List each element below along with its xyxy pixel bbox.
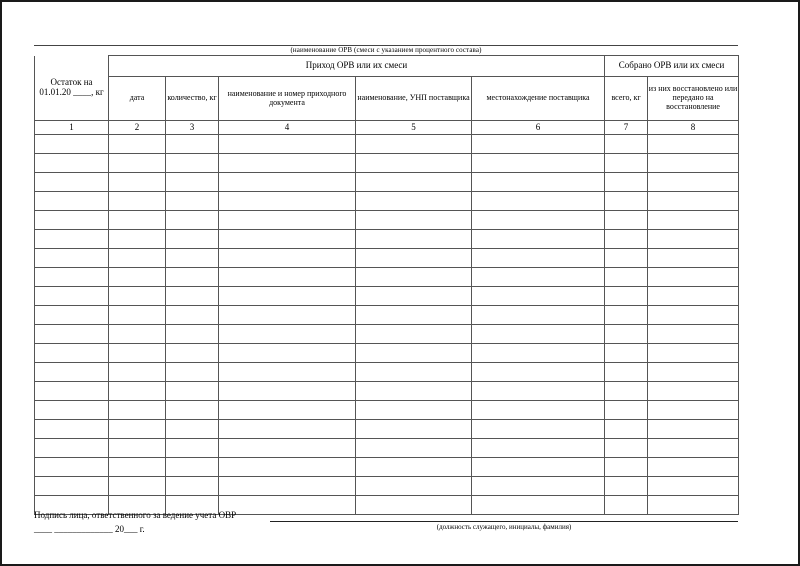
table-cell[interactable] — [356, 135, 472, 154]
table-cell[interactable] — [35, 477, 109, 496]
signature-date[interactable]: ____ _____________ 20___ г. — [34, 524, 145, 534]
table-cell[interactable] — [166, 230, 219, 249]
table-cell[interactable] — [605, 268, 648, 287]
table-cell[interactable] — [648, 268, 739, 287]
table-cell[interactable] — [166, 382, 219, 401]
table-cell[interactable] — [219, 230, 356, 249]
table-cell[interactable] — [356, 382, 472, 401]
table-cell[interactable] — [219, 477, 356, 496]
table-row — [35, 154, 739, 173]
table-cell[interactable] — [356, 306, 472, 325]
table-row — [35, 439, 739, 458]
table-cell[interactable] — [219, 458, 356, 477]
table-cell[interactable] — [648, 249, 739, 268]
table-cell[interactable] — [35, 420, 109, 439]
table-cell[interactable] — [472, 154, 605, 173]
table-cell[interactable] — [648, 363, 739, 382]
table-cell[interactable] — [166, 192, 219, 211]
table-cell[interactable] — [219, 268, 356, 287]
table-cell[interactable] — [472, 135, 605, 154]
table-cell[interactable] — [109, 306, 166, 325]
table-cell[interactable] — [648, 382, 739, 401]
table-cell[interactable] — [35, 306, 109, 325]
table-row — [35, 325, 739, 344]
table-cell[interactable] — [605, 477, 648, 496]
table-cell[interactable] — [605, 439, 648, 458]
table-cell[interactable] — [648, 192, 739, 211]
table-cell[interactable] — [219, 496, 356, 515]
table-cell[interactable] — [109, 439, 166, 458]
table-cell[interactable] — [35, 249, 109, 268]
table-cell[interactable] — [472, 477, 605, 496]
table-cell[interactable] — [166, 249, 219, 268]
table-cell[interactable] — [605, 325, 648, 344]
table-row — [35, 401, 739, 420]
table-cell[interactable] — [356, 211, 472, 230]
table-cell[interactable] — [219, 439, 356, 458]
table-cell[interactable] — [166, 135, 219, 154]
table-cell[interactable] — [356, 268, 472, 287]
table-cell[interactable] — [605, 496, 648, 515]
table-cell[interactable] — [166, 477, 219, 496]
table-cell[interactable] — [356, 192, 472, 211]
table-cell[interactable] — [472, 382, 605, 401]
table-cell[interactable] — [356, 496, 472, 515]
table-cell[interactable] — [356, 439, 472, 458]
table-cell[interactable] — [472, 439, 605, 458]
table-cell[interactable] — [605, 211, 648, 230]
table-cell[interactable] — [219, 173, 356, 192]
table-cell[interactable] — [109, 268, 166, 287]
table-row — [35, 230, 739, 249]
table-cell[interactable] — [109, 249, 166, 268]
table-cell[interactable] — [605, 154, 648, 173]
caption-hint: (наименование ОРВ (смеси с указанием процентного состава) — [290, 46, 482, 54]
table-cell[interactable] — [356, 477, 472, 496]
table-cell[interactable] — [219, 306, 356, 325]
table-cell[interactable] — [109, 458, 166, 477]
table-cell[interactable] — [356, 420, 472, 439]
table-cell[interactable] — [109, 173, 166, 192]
table-cell[interactable] — [648, 211, 739, 230]
table-cell[interactable] — [109, 401, 166, 420]
table-cell[interactable] — [356, 249, 472, 268]
table-cell[interactable] — [109, 135, 166, 154]
table-cell[interactable] — [605, 249, 648, 268]
table-cell[interactable] — [219, 135, 356, 154]
table-cell[interactable] — [472, 230, 605, 249]
table-cell[interactable] — [472, 211, 605, 230]
table-cell[interactable] — [648, 439, 739, 458]
table-cell[interactable] — [166, 344, 219, 363]
signature-hint: (должность служащего, инициалы, фамилия) — [436, 523, 572, 531]
table-row — [35, 363, 739, 382]
table-cell[interactable] — [35, 154, 109, 173]
table-cell[interactable] — [166, 268, 219, 287]
table-cell[interactable] — [35, 401, 109, 420]
table-cell[interactable] — [472, 192, 605, 211]
table-cell[interactable] — [472, 344, 605, 363]
header-naim-doc: наименование и номер приходного документа — [219, 77, 356, 121]
header-naim-unp: наименование, УНП поставщика — [356, 77, 472, 121]
column-number: 5 — [356, 121, 472, 135]
table-cell[interactable] — [35, 268, 109, 287]
table-cell[interactable] — [219, 363, 356, 382]
table-cell[interactable] — [605, 192, 648, 211]
table-cell[interactable] — [472, 249, 605, 268]
column-number: 6 — [472, 121, 605, 135]
table-cell[interactable] — [35, 230, 109, 249]
table-cell[interactable] — [472, 401, 605, 420]
table-cell[interactable] — [166, 439, 219, 458]
table-cell[interactable] — [605, 344, 648, 363]
table-cell[interactable] — [219, 325, 356, 344]
table-cell[interactable] — [605, 363, 648, 382]
table-cell[interactable] — [166, 173, 219, 192]
header-mesto: местонахождение поставщика — [472, 77, 605, 121]
table-row — [35, 249, 739, 268]
table-cell[interactable] — [356, 154, 472, 173]
table-cell[interactable] — [472, 458, 605, 477]
table-cell[interactable] — [166, 458, 219, 477]
column-number: 1 — [35, 121, 109, 135]
table-cell[interactable] — [219, 344, 356, 363]
header-sobrano: Собрано ОРВ или их смеси — [605, 56, 739, 77]
table-row — [35, 420, 739, 439]
table-cell[interactable] — [356, 363, 472, 382]
table-cell[interactable] — [472, 420, 605, 439]
table-cell[interactable] — [605, 420, 648, 439]
table-cell[interactable] — [109, 382, 166, 401]
table-cell[interactable] — [605, 306, 648, 325]
table-cell[interactable] — [109, 363, 166, 382]
header-ostatok: Остаток на 01.01.20 ____, кг — [35, 56, 109, 121]
table-cell[interactable] — [35, 382, 109, 401]
table-row — [35, 382, 739, 401]
table-cell[interactable] — [648, 230, 739, 249]
table-cell[interactable] — [219, 401, 356, 420]
table-cell[interactable] — [166, 363, 219, 382]
table-cell[interactable] — [219, 192, 356, 211]
header-vsego: всего, кг — [605, 77, 648, 121]
table-row — [35, 192, 739, 211]
table-cell[interactable] — [648, 344, 739, 363]
table-row — [35, 306, 739, 325]
column-number: 7 — [605, 121, 648, 135]
table-cell[interactable] — [648, 325, 739, 344]
table-row — [35, 458, 739, 477]
table-cell[interactable] — [35, 192, 109, 211]
table-cell[interactable] — [648, 477, 739, 496]
header-prihod: Приход ОРВ или их смеси — [109, 56, 605, 77]
column-number: 3 — [166, 121, 219, 135]
table-cell[interactable] — [472, 325, 605, 344]
table-cell[interactable] — [219, 154, 356, 173]
table-cell[interactable] — [605, 135, 648, 154]
accounting-table — [34, 55, 739, 515]
table-row — [35, 173, 739, 192]
table-cell[interactable] — [166, 401, 219, 420]
table-cell[interactable] — [35, 211, 109, 230]
table-cell[interactable] — [648, 287, 739, 306]
table-cell[interactable] — [166, 325, 219, 344]
table-cell[interactable] — [356, 401, 472, 420]
table-cell[interactable] — [166, 211, 219, 230]
table-cell[interactable] — [648, 458, 739, 477]
header-iz-nih: из них восстановлено или передано на восстановление — [648, 77, 739, 121]
table-cell[interactable] — [472, 363, 605, 382]
table-cell[interactable] — [35, 173, 109, 192]
table-cell[interactable] — [648, 401, 739, 420]
table-cell[interactable] — [605, 173, 648, 192]
signature-line[interactable] — [270, 521, 738, 522]
table-cell[interactable] — [219, 211, 356, 230]
table-cell[interactable] — [35, 363, 109, 382]
header-kolichestvo: количество, кг — [166, 77, 219, 121]
table-cell[interactable] — [472, 268, 605, 287]
table-cell[interactable] — [605, 230, 648, 249]
table-cell[interactable] — [109, 230, 166, 249]
table-cell[interactable] — [35, 135, 109, 154]
table-cell[interactable] — [109, 420, 166, 439]
table-cell[interactable] — [166, 306, 219, 325]
table-row — [35, 268, 739, 287]
table-cell[interactable] — [648, 420, 739, 439]
table-cell[interactable] — [35, 458, 109, 477]
table-cell[interactable] — [605, 458, 648, 477]
table-cell[interactable] — [648, 306, 739, 325]
table-cell[interactable] — [605, 382, 648, 401]
table-row — [35, 287, 739, 306]
table-cell[interactable] — [472, 306, 605, 325]
signature-label: Подпись лица, ответственного за ведение учета ОВР — [34, 510, 237, 520]
table-cell[interactable] — [356, 230, 472, 249]
table-cell[interactable] — [219, 382, 356, 401]
table-cell[interactable] — [356, 458, 472, 477]
table-cell[interactable] — [648, 496, 739, 515]
table-cell[interactable] — [356, 287, 472, 306]
table-cell[interactable] — [109, 287, 166, 306]
table-cell[interactable] — [109, 192, 166, 211]
table-cell[interactable] — [166, 154, 219, 173]
table-cell[interactable] — [605, 287, 648, 306]
table-cell[interactable] — [648, 154, 739, 173]
table-cell[interactable] — [648, 173, 739, 192]
table-row — [35, 344, 739, 363]
table-cell[interactable] — [109, 477, 166, 496]
table-cell[interactable] — [219, 249, 356, 268]
table-cell[interactable] — [109, 325, 166, 344]
header-data: дата — [109, 77, 166, 121]
table-cell[interactable] — [166, 287, 219, 306]
table-row — [35, 477, 739, 496]
column-number: 4 — [219, 121, 356, 135]
table-cell[interactable] — [219, 420, 356, 439]
table-cell[interactable] — [35, 325, 109, 344]
table-row — [35, 135, 739, 154]
table-cell[interactable] — [109, 344, 166, 363]
table-cell[interactable] — [356, 325, 472, 344]
table-cell[interactable] — [35, 287, 109, 306]
table-cell[interactable] — [35, 344, 109, 363]
column-number: 8 — [648, 121, 739, 135]
column-number: 2 — [109, 121, 166, 135]
table-cell[interactable] — [472, 496, 605, 515]
table-cell[interactable] — [356, 173, 472, 192]
table-cell[interactable] — [109, 154, 166, 173]
table-cell[interactable] — [166, 420, 219, 439]
table-cell[interactable] — [472, 287, 605, 306]
table-cell[interactable] — [648, 135, 739, 154]
table-cell[interactable] — [219, 287, 356, 306]
table-cell[interactable] — [356, 344, 472, 363]
table-cell[interactable] — [605, 401, 648, 420]
table-row — [35, 211, 739, 230]
table-cell[interactable] — [35, 439, 109, 458]
table-cell[interactable] — [472, 173, 605, 192]
table-cell[interactable] — [109, 211, 166, 230]
